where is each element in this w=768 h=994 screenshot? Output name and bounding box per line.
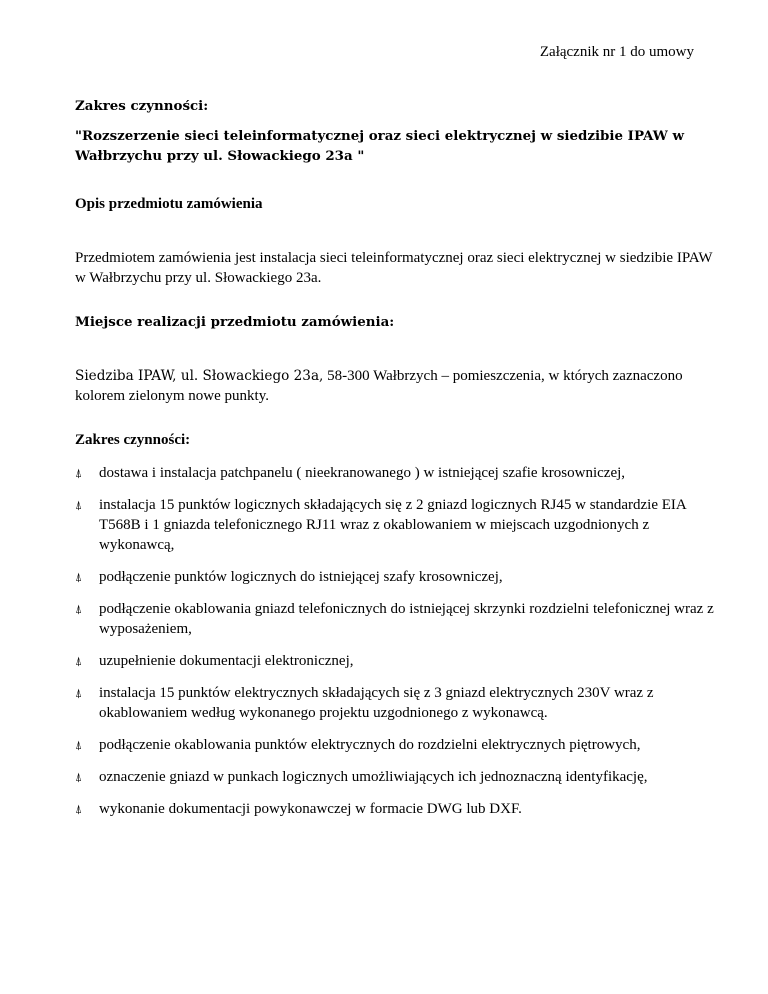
task-text: oznaczenie gniazd w punkach logicznych umożliwiających ich jednoznaczną identyfikację, (99, 769, 648, 785)
location-address: Siedziba IPAW, ul. Słowackiego 23a, (75, 368, 324, 384)
location-heading: Miejsce realizacji przedmiotu zamówienia: (75, 314, 395, 330)
bullet-icon: ⍋ (75, 738, 83, 752)
description-heading: Opis przedmiotu zamówienia (75, 196, 263, 212)
bullet-icon: ⍋ (75, 686, 83, 700)
task-item (75, 767, 715, 787)
task-item (75, 799, 715, 819)
task-item (75, 735, 715, 755)
scope-heading-tasks: Zakres czynności: (75, 432, 191, 448)
bullet-icon: ⍋ (75, 466, 83, 480)
task-item (75, 683, 715, 723)
bullet-icon: ⍋ (75, 498, 83, 512)
task-item (75, 599, 715, 639)
bullet-icon: ⍋ (75, 770, 83, 784)
document-title: "Rozszerzenie sieci teleinformatycznej oraz sieci elektrycznej w siedzibie IPAW w Wałbrzychu przy ul. Słowackiego 23a " (75, 128, 684, 164)
task-item (75, 495, 715, 555)
task-text: instalacja 15 punktów elektrycznych składających się z 3 gniazd elektrycznych 230V wraz z okablowaniem według wykonanego projektu uzgodnionego z wykonawcą. (99, 685, 654, 721)
task-text: wykonanie dokumentacji powykonawczej w formacie DWG lub DXF. (99, 801, 522, 817)
task-text: podłączenie okablowania gniazd telefonicznych do istniejącej skrzynki rozdzielni telefonicznej wraz z wyposażeniem, (99, 601, 714, 637)
bullet-icon: ⍋ (75, 802, 83, 816)
task-item (75, 463, 715, 483)
bullet-icon: ⍋ (75, 570, 83, 584)
bullet-icon: ⍋ (75, 602, 83, 616)
task-text: dostawa i instalacja patchpanelu ( nieekranowanego ) w istniejącej szafie krosowniczej, (99, 465, 626, 481)
location-text (75, 366, 715, 406)
task-item (75, 651, 715, 671)
annex-label: Załącznik nr 1 do umowy (539, 44, 694, 60)
scope-heading-top: Zakres czynności: (75, 98, 209, 114)
task-text: uzupełnienie dokumentacji elektronicznej, (99, 653, 354, 669)
task-text: instalacja 15 punktów logicznych składających się z 2 gniazd logicznych RJ45 w standardzie EIA T568B i 1 gniazda telefonicznego RJ11 wraz z okablowaniem w miejscach uzgodnionych z wykonawcą, (99, 497, 686, 553)
task-list (75, 463, 715, 819)
task-text: podłączenie okablowania punktów elektrycznych do rozdzielni elektrycznych piętrowych, (99, 737, 641, 753)
task-text: podłączenie punktów logicznych do istniejącej szafy krosowniczej, (99, 569, 503, 585)
task-item (75, 567, 715, 587)
location-rest: 58-300 Wałbrzych – pomieszczenia, w których zaznaczono kolorem zielonym nowe punkty. (75, 368, 683, 404)
bullet-icon: ⍋ (75, 654, 83, 668)
description-text: Przedmiotem zamówienia jest instalacja sieci teleinformatycznej oraz sieci elektrycznej w siedzibie IPAW w Wałbrzychu przy ul. Słowackiego 23a. (75, 250, 713, 286)
